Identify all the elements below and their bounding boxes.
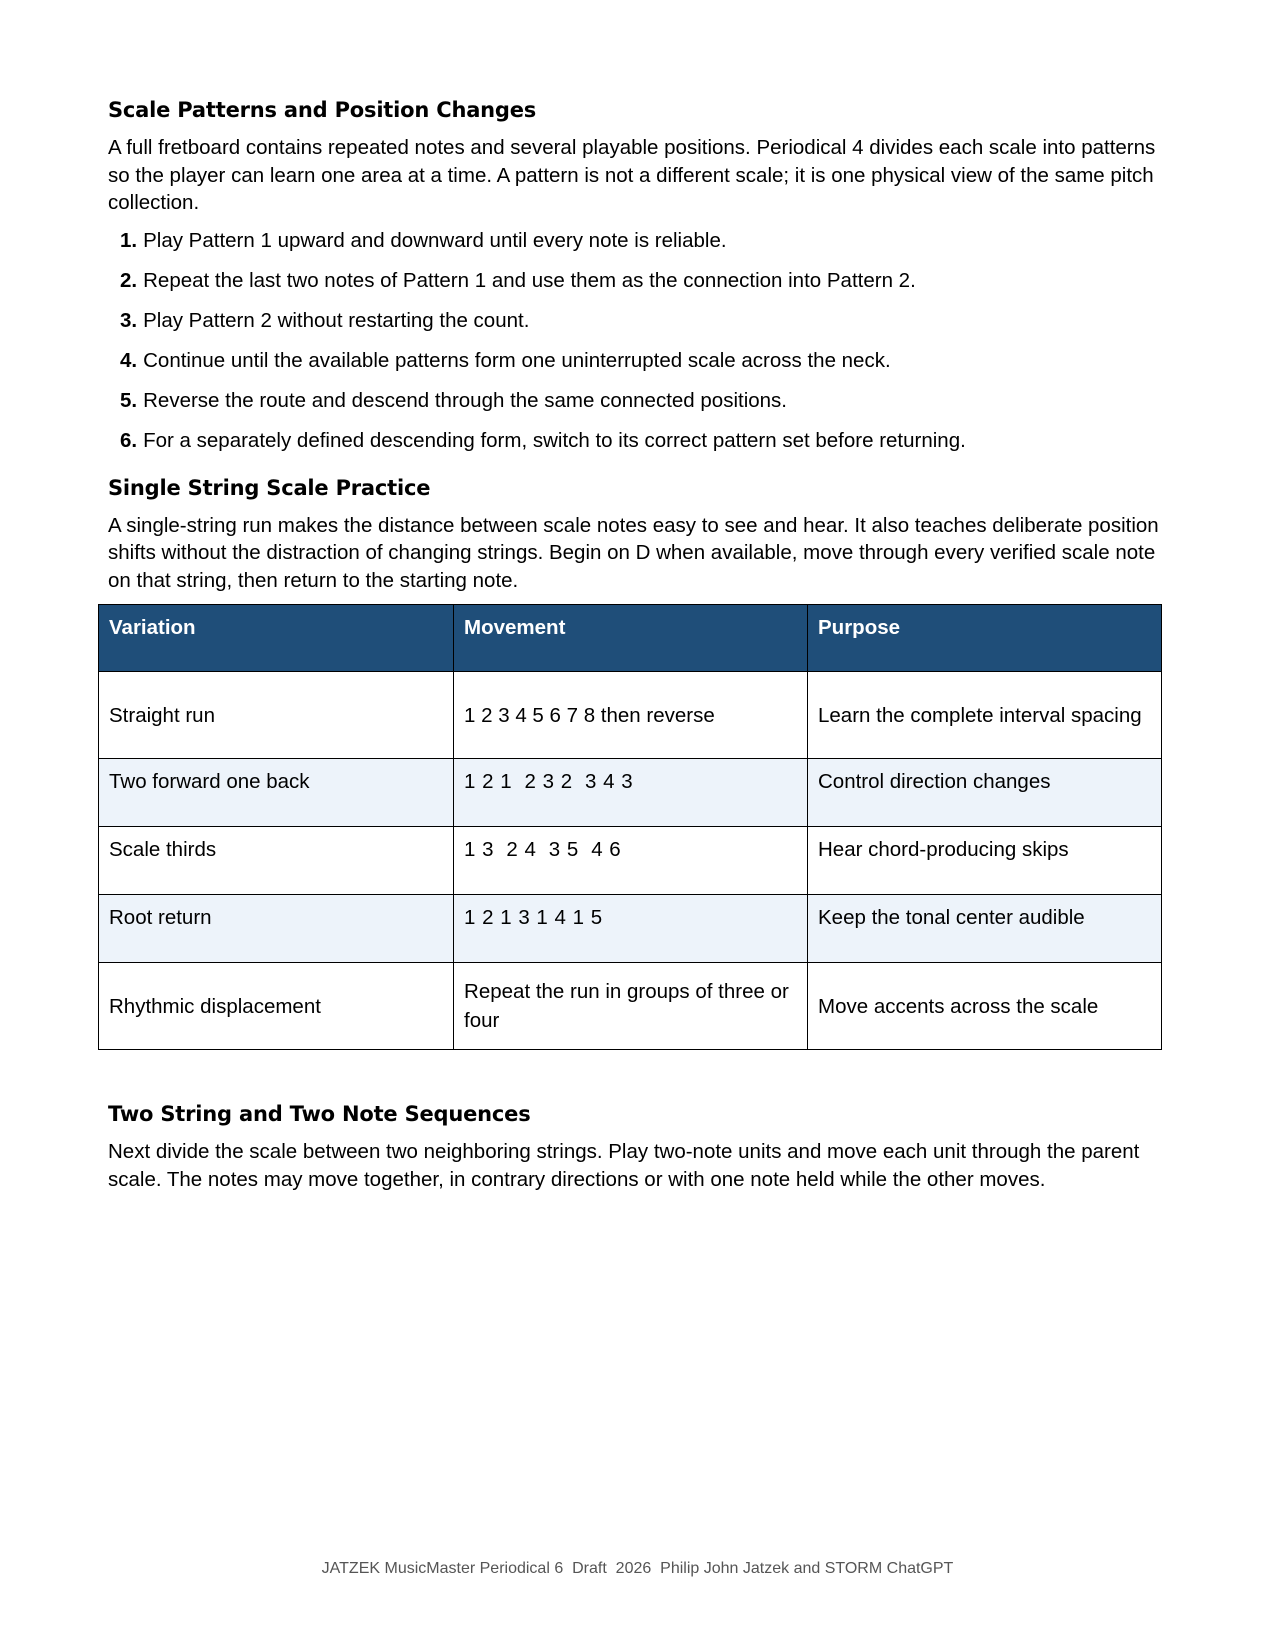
table-row <box>99 963 1162 1050</box>
table-cell: Repeat the run in groups of three or four <box>454 963 808 1050</box>
list-item <box>120 427 1172 454</box>
page-footer: JATZEK MusicMaster Periodical 6 Draft 2026 Philip John Jatzek and STORM ChatGPT <box>321 1560 954 1577</box>
table-cell: Hear chord-producing skips <box>808 827 1162 895</box>
table-row <box>99 759 1162 827</box>
section-heading-scale-patterns: Scale Patterns and Position Changes <box>108 98 537 122</box>
table-cell: 1 2 1 3 1 4 1 5 <box>454 895 808 963</box>
step-number: 4. <box>120 348 138 372</box>
section-paragraph-two-string: Next divide the scale between two neighboring strings. Play two-note units and move each unit through the parent scale. The notes may move together, in contrary directions or with one note held while the other moves. <box>108 1140 1140 1191</box>
section-paragraph-scale-patterns: A full fretboard contains repeated notes and several playable positions. Periodical 4 divides each scale into patterns so the player can learn one area at a time. A pattern is not a different scale; it is one physical view of the same pitch collection. <box>108 136 1156 214</box>
table-cell: Control direction changes <box>808 759 1162 827</box>
step-number: 6. <box>120 428 138 452</box>
list-item <box>120 267 1172 294</box>
document-page <box>108 96 1172 1203</box>
table-cell: Rhythmic displacement <box>99 963 454 1050</box>
list-item <box>120 347 1172 374</box>
steps-list <box>108 227 1172 454</box>
table-cell: Two forward one back <box>99 759 454 827</box>
table-cell: Root return <box>99 895 454 963</box>
section-paragraph-single-string: A single-string run makes the distance between scale notes easy to see and hear. It also teaches deliberate position shifts without the distraction of changing strings. Begin on D when available, move through every verified scale note on that string, then return to the starting note. <box>108 513 1159 592</box>
section-heading-two-string: Two String and Two Note Sequences <box>108 1102 531 1126</box>
step-text: Reverse the route and descend through the same connected positions. <box>143 388 787 412</box>
column-header-movement: Movement <box>454 605 808 672</box>
step-number: 1. <box>120 228 138 252</box>
step-text: Play Pattern 1 upward and downward until every note is reliable. <box>143 228 727 252</box>
list-item <box>120 307 1172 334</box>
column-header-purpose: Purpose <box>808 605 1162 672</box>
table-cell: Keep the tonal center audible <box>808 895 1162 963</box>
variations-table <box>98 604 1162 1050</box>
table-cell: Move accents across the scale <box>808 963 1162 1050</box>
step-text: Continue until the available patterns form one uninterrupted scale across the neck. <box>143 348 891 372</box>
step-number: 5. <box>120 388 138 412</box>
table-cell: Scale thirds <box>99 827 454 895</box>
table-header-row <box>99 605 1162 672</box>
table-cell: Straight run <box>99 672 454 759</box>
column-header-variation: Variation <box>99 605 454 672</box>
table-cell: 1 2 3 4 5 6 7 8 then reverse <box>454 672 808 759</box>
table-row <box>99 895 1162 963</box>
list-item <box>120 227 1172 254</box>
step-number: 3. <box>120 308 138 332</box>
table-cell: Learn the complete interval spacing <box>808 672 1162 759</box>
section-heading-single-string: Single String Scale Practice <box>108 475 431 500</box>
table-row <box>99 672 1162 759</box>
table-row <box>99 827 1162 895</box>
step-text: For a separately defined descending form, switch to its correct pattern set before returning. <box>143 428 966 452</box>
list-item <box>120 387 1172 414</box>
table-cell: 1 2 1 2 3 2 3 4 3 <box>454 759 808 827</box>
step-text: Play Pattern 2 without restarting the count. <box>143 308 530 332</box>
table-cell: 1 3 2 4 3 5 4 6 <box>454 827 808 895</box>
step-number: 2. <box>120 268 138 292</box>
step-text: Repeat the last two notes of Pattern 1 and use them as the connection into Pattern 2. <box>143 268 916 292</box>
